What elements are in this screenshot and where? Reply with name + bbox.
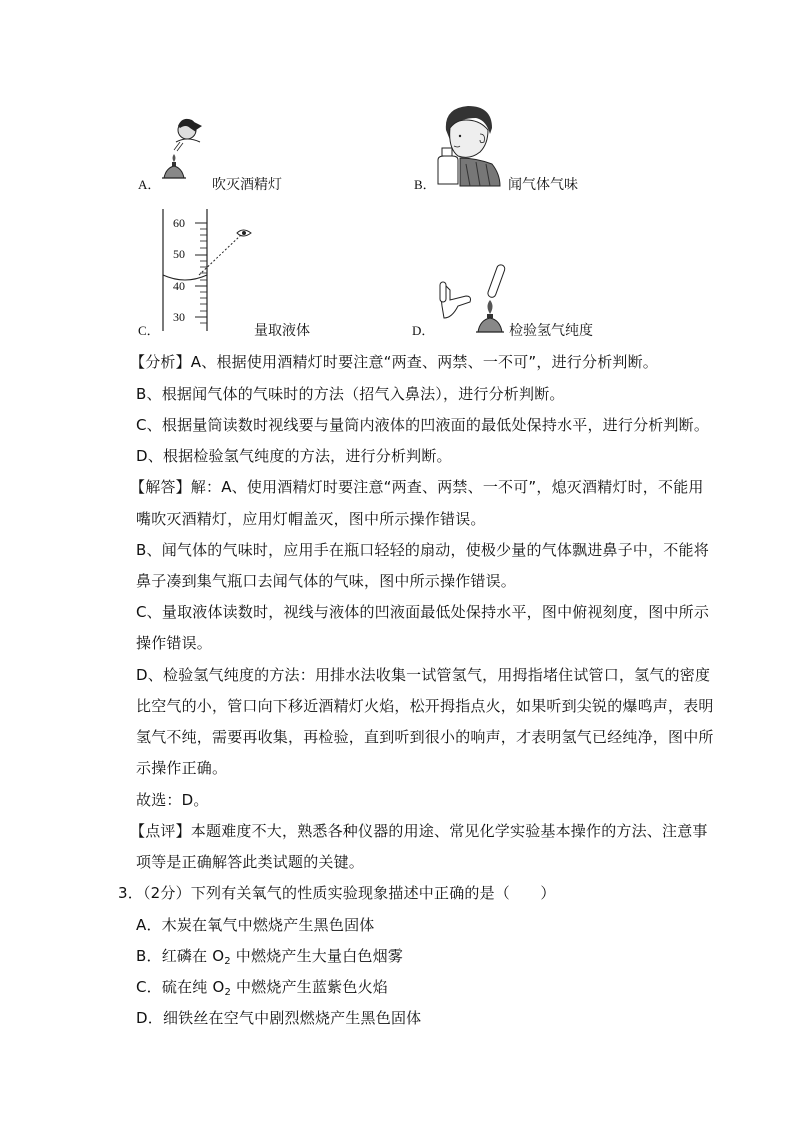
solution-b: B、闻气体的气味时，应用手在瓶口轻轻的扇动，使极少量的气体飘进鼻子中，不能将 [136, 541, 709, 559]
solution-heading-line: 【解答】解：A、使用酒精灯时要注意“两查、两禁、一不可”，熄灭酒精灯时，不能用 [130, 478, 704, 496]
solution-b-cont: 鼻子凑到集气瓶口去闻气体的气味，图中所示操作错误。 [136, 572, 517, 590]
analysis-d: D、根据检验氢气纯度的方法，进行分析判断。 [136, 447, 452, 465]
tick-60: 60 [173, 216, 185, 230]
choice-b-sub: 2 [224, 956, 231, 967]
option-a-letter: A． [138, 177, 161, 192]
option-a-caption: 吹灭酒精灯 [212, 177, 282, 193]
solution-d-cont3: 示操作正确。 [136, 759, 228, 777]
comment-cont: 项等是正确解答此类试题的关键。 [136, 853, 365, 871]
choice-c-sub: 2 [224, 987, 232, 998]
question-3-choice-c [136, 978, 388, 1002]
question-3-choice-a: A．木炭在氧气中燃烧产生黑色固体 [136, 916, 375, 934]
choice-b-post: 中燃烧产生大量白色烟雾 [230, 947, 404, 965]
analysis-b: B、根据闻气体的气味时的方法（招气入鼻法），进行分析判断。 [136, 385, 565, 403]
tick-50: 50 [173, 247, 185, 261]
solution-d-cont1: 比空气的小，管口向下移近酒精灯火焰，松开拇指点火，如果听到尖锐的爆鸣声，表明 [136, 697, 714, 715]
option-b-letter: B． [414, 177, 436, 192]
solution-c-cont: 操作错误。 [136, 634, 213, 652]
choice-b-pre: B．红磷在 O [136, 947, 225, 965]
graduated-cylinder-illustration [155, 205, 255, 335]
tick-30: 30 [173, 310, 185, 324]
option-c-letter: C． [138, 323, 160, 338]
analysis-heading-line: 【分析】A、根据使用酒精灯时要注意“两查、两禁、一不可”，进行分析判断。 [130, 353, 659, 371]
option-b-caption: 闻气体气味 [508, 177, 578, 193]
blow-out-lamp-illustration [160, 112, 210, 182]
solution-c: C、量取液体读数时，视线与液体的凹液面最低处保持水平，图中俯视刻度，图中所示 [136, 603, 710, 621]
solution-d: D、检验氢气纯度的方法：用排水法收集一试管氢气，用拇指堵住试管口，氢气的密度 [136, 666, 711, 684]
solution-a-cont: 嘴吹灭酒精灯，应用灯帽盖灭，图中所示操作错误。 [136, 510, 486, 528]
choice-c-post: 中燃烧产生蓝紫色火焰 [231, 978, 388, 996]
option-d-caption: 检验氢气纯度 [509, 323, 593, 339]
answer-choice: 故选：D。 [136, 791, 209, 809]
tick-40: 40 [173, 279, 185, 293]
option-c-caption: 量取液体 [254, 323, 310, 339]
question-3-choice-b [136, 947, 403, 971]
hydrogen-purity-test-illustration [436, 262, 512, 334]
question-3-stem: 3．（2分）下列有关氧气的性质实验现象描述中正确的是（ ） [118, 884, 556, 902]
comment-heading-line: 【点评】本题难度不大，熟悉各种仪器的用途、常见化学实验基本操作的方法、注意事 [130, 822, 708, 840]
solution-d-cont2: 氢气不纯，需要再收集，再检验，直到听到很小的响声，才表明氢气已经纯净，图中所 [136, 728, 714, 746]
analysis-c: C、根据量筒读数时视线要与量筒内液体的凹液面的最低处保持水平，进行分析判断。 [136, 416, 710, 434]
question-3-choice-d: D．细铁丝在空气中剧烈燃烧产生黑色固体 [136, 1009, 422, 1027]
option-d-letter: D． [412, 323, 435, 338]
smell-gas-illustration [436, 104, 506, 186]
choice-c-pre: C．硫在纯 O [136, 978, 225, 996]
